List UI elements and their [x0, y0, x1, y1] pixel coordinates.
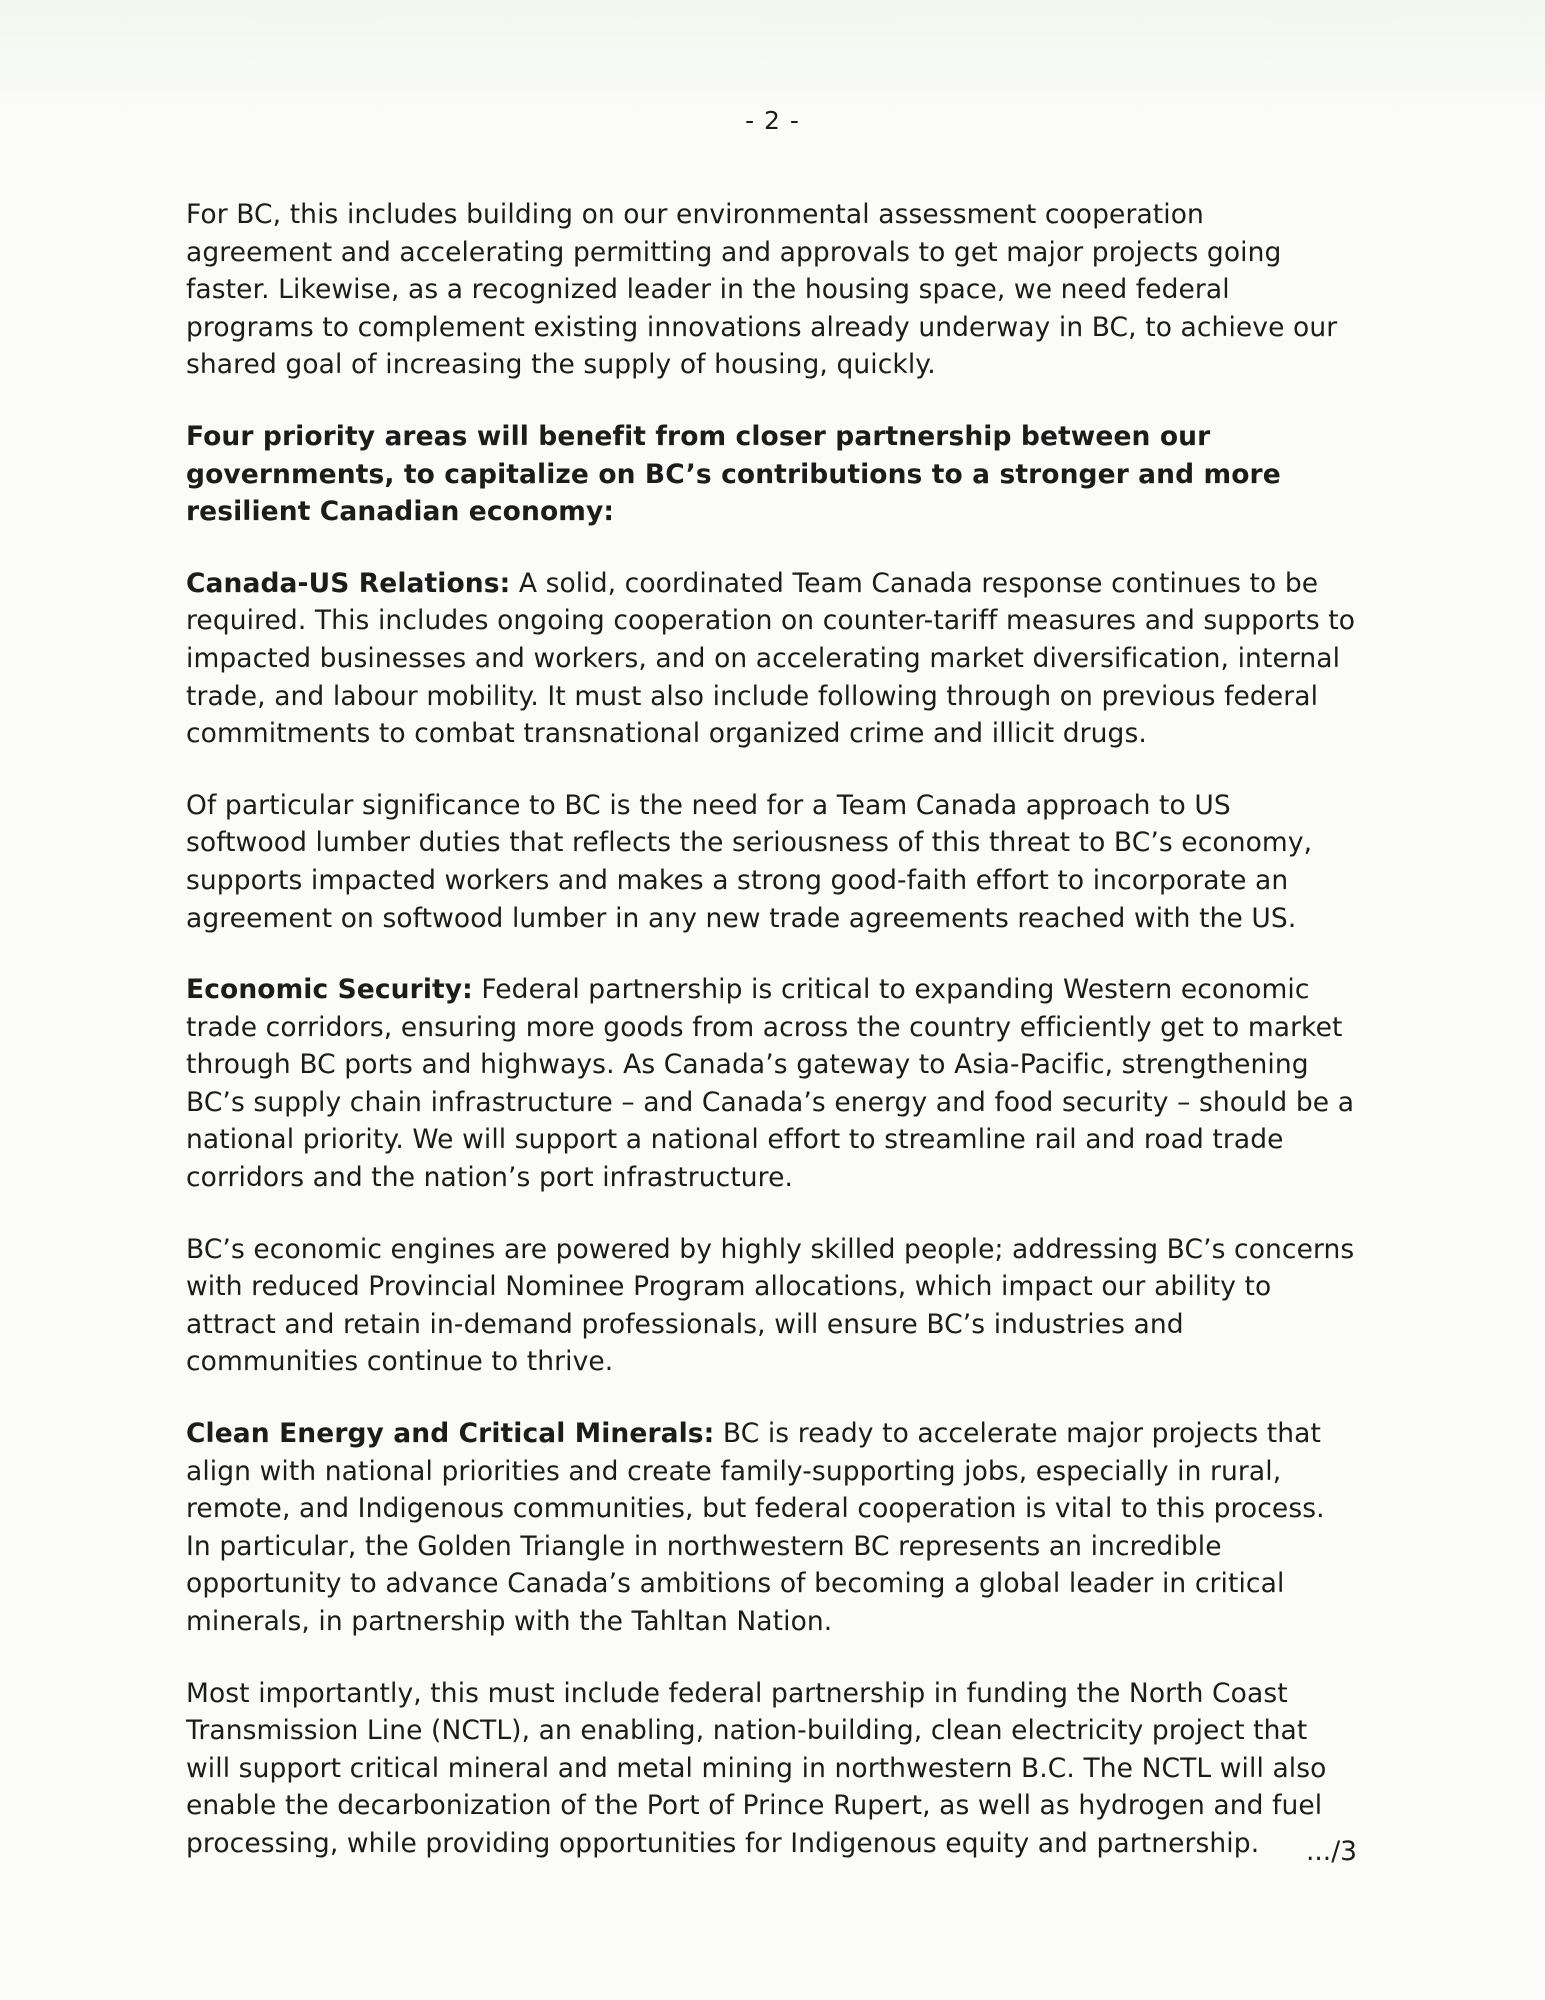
paragraph-clean-energy [186, 1415, 1356, 1641]
section-heading: Clean Energy and Critical Minerals: [186, 1418, 715, 1450]
paragraph-text: Four priority areas will benefit from closer partnership between our governments, to capitalize on BC’s contributions to a stronger and more resilient Canadian economy: [186, 420, 1281, 528]
paragraph-text: BC is ready to accelerate major projects that align with national priorities and create family-supporting jobs, especially in rural, remote, and Indigenous communities, but federal cooperation is vital to this process. In particular, the Golden Triangle in northwestern BC represents an incredible opportunity to advance Canada’s ambitions of becoming a global leader in critical minerals, in partnership with the Tahltan Nation. [186, 1418, 1325, 1637]
paragraph-softwood-lumber [186, 787, 1356, 937]
paragraph-text: A solid, coordinated Team Canada response continues to be required. This includes ongoing cooperation on counter-tariff measures and supports to impacted businesses and workers, and on accelerating market diversification, internal trade, and labour mobility. It must also include following through on previous federal commitments to combat transnational organized crime and illicit drugs. [186, 567, 1356, 750]
letter-body [186, 196, 1356, 1897]
paragraph-text: For BC, this includes building on our environmental assessment cooperation agreement and accelerating permitting and approvals to get major projects going faster. Likewise, as a recognized leader in the housing space, we need federal programs to complement existing innovations already underway in BC, to achieve our shared goal of increasing the supply of housing, quickly. [186, 199, 1338, 381]
page-number: - 2 - [745, 106, 800, 135]
paragraph-nctl [186, 1675, 1356, 1863]
section-heading: Canada-US Relations: [186, 567, 511, 599]
paragraph-text: Federal partnership is critical to expanding Western economic trade corridors, ensuring more goods from across the country efficiently get to market through BC ports and highways. As Canada’s gateway to Asia-Pacific, strengthening BC’s supply chain infrastructure – and Canada’s energy and food security – should be a national priority. We will support a national effort to streamline rail and road trade corridors and the nation’s port infrastructure. [186, 974, 1355, 1194]
scan-background [0, 0, 1545, 110]
paragraph-skilled-people [186, 1231, 1356, 1381]
paragraph-canada-us-relations [186, 565, 1356, 753]
paragraph-text: BC’s economic engines are powered by highly skilled people; addressing BC’s concerns with reduced Provincial Nominee Program allocations, which impact our ability to attract and retain in-demand professionals, will ensure BC’s industries and communities continue to thrive. [186, 1233, 1355, 1378]
paragraph-text: Of particular significance to BC is the need for a Team Canada approach to US softwood lumber duties that reflects the seriousness of this threat to BC’s economy, supports impacted workers and makes a strong good-faith effort to incorporate an agreement on softwood lumber in any new trade agreements reached with the US. [186, 789, 1313, 934]
paragraph-priority-areas [186, 418, 1356, 531]
continuation-marker: .../3 [1305, 1836, 1357, 1867]
paragraph-economic-security [186, 971, 1356, 1197]
paragraph-housing [186, 196, 1356, 384]
section-heading: Economic Security: [186, 974, 473, 1006]
paragraph-text: Most importantly, this must include federal partnership in funding the North Coast Transmission Line (NCTL), an enabling, nation-building, clean electricity project that will support critical mineral and metal mining in northwestern B.C. The NCTL will also enable the decarbonization of the Port of Prince Rupert, as well as hydrogen and fuel processing, while providing opportunities for Indigenous equity and partnership. [186, 1677, 1327, 1859]
